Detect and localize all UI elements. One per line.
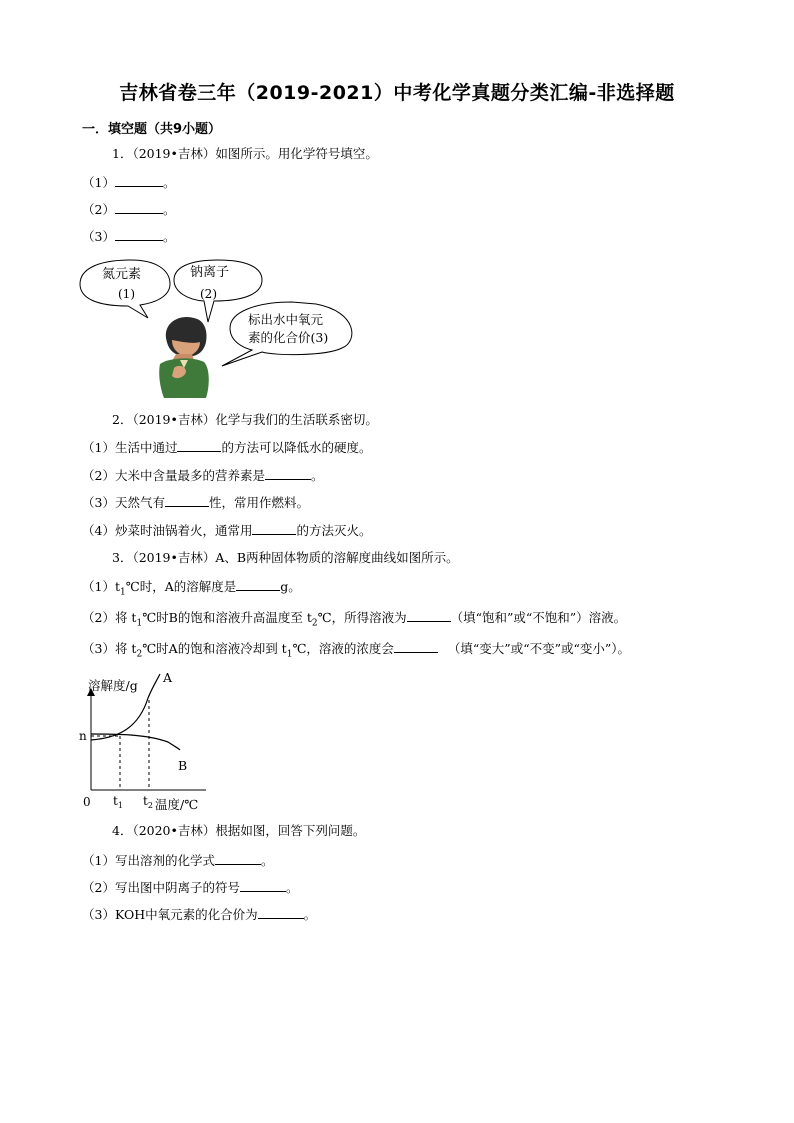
q1-sub1-end: 。 [162,175,176,190]
q4-sub3-suffix: 。 [303,907,317,922]
q1-sub2 [82,201,175,218]
bubble2-text: 钠离子 [190,265,230,280]
bubble1-text: 氮元素 [102,267,142,282]
q2-sub3-prefix: （3）天然气有 [82,495,165,510]
q4-sub1-suffix: 。 [260,853,274,868]
q2-sub3-suffix: 性，常用作燃料。 [208,495,309,510]
q4-sub2-suffix: 。 [285,880,299,895]
q2-sub4-prefix: （4）炒菜时油锅着火，通常用 [82,523,253,538]
q2-blank4[interactable] [252,522,296,535]
q3-sub2-c: ℃，所得溶液为 [317,610,407,625]
q3-sub2-b: ℃时B的饱和溶液升高温度至 t [142,610,312,625]
q1-sub3 [82,228,175,245]
q4-blank3[interactable] [258,906,304,919]
q3-sub2-d: （填“饱和”或“不饱和”）溶液。 [450,610,627,625]
q3-blank3[interactable] [394,640,438,653]
q4-sub3 [82,906,316,923]
q3-sub2 [82,609,626,632]
series-A-label: A [163,670,173,685]
q3-sub1 [82,578,301,601]
q3-sub2-t1: 1 [136,618,143,629]
q1-blank3[interactable] [115,228,163,241]
q2-sub2-suffix: 。 [310,468,324,483]
speech-bubble-oxygen-valence [222,302,352,366]
q4-sub3-prefix: （3）KOH中氧元素的化合价为 [82,907,258,922]
q1-sub2-end: 。 [162,202,176,217]
series-B-label: B [178,758,188,773]
y-tick-n: n [79,729,87,743]
q2-sub1 [82,439,371,456]
q4-sub1 [82,852,273,869]
q3-sub2-t2: 2 [311,618,318,629]
q2-sub3 [82,494,309,511]
q3-sub1-b: ℃时，A的溶解度是 [125,579,237,594]
q2-sub4 [82,522,371,539]
solubility-curve-chart [76,668,216,816]
x-axis-label: 温度/℃ [155,797,199,812]
bubble2-number: (2) [200,287,217,301]
q2-sub1-prefix: （1）生活中通过 [82,440,178,455]
q3-stem: 3．（2019•吉林）A、B两种固体物质的溶解度曲线如图所示。 [112,550,459,565]
origin-label: 0 [83,795,91,809]
x-tick-t2: $t_2$ [143,794,153,810]
q1-sub3-end: 。 [162,229,176,244]
q3-sub3-a: （3）将 t [82,641,137,656]
q3-sub1-t1: 1 [119,587,126,598]
q1-sub1-label: （1） [82,175,115,190]
bubble3-line2: 素的化合价(3) [248,330,329,345]
section-heading: 一．填空题（共9小题） [82,122,222,137]
q2-sub2 [82,467,323,484]
q2-sub4-suffix: 的方法灭火。 [296,523,372,538]
q2-sub2-prefix: （2）大米中含量最多的营养素是 [82,468,265,483]
q4-sub2 [82,879,298,896]
speech-bubble-nitrogen [80,260,170,318]
q3-sub3-b: ℃时A的饱和溶液冷却到 t [142,641,287,656]
bubble3-line1: 标出水中氧元 [248,312,324,327]
q1-stem: 1．（2019•吉林）如图所示。用化学符号填空。 [112,146,378,161]
q2-stem: 2．（2019•吉林）化学与我们的生活联系密切。 [112,412,378,427]
q2-sub1-suffix: 的方法可以降低水的硬度。 [221,440,372,455]
q3-sub3-d: （填“变大”或“不变”或“变小”）。 [447,641,631,656]
q4-sub1-prefix: （1）写出溶剂的化学式 [82,853,215,868]
x-tick-t1: $t_1$ [113,794,123,810]
bubble1-number: (1) [118,287,135,301]
q3-blank1[interactable] [236,578,280,591]
y-axis-label: 溶解度/g [88,678,138,693]
q3-blank2[interactable] [407,609,451,622]
q1-blank2[interactable] [115,201,163,214]
q3-sub3-c: ℃，溶液的浓度会 [292,641,394,656]
page-title: 吉林省卷三年（2019-2021）中考化学真题分类汇编-非选择题 [119,82,675,104]
q1-sub2-label: （2） [82,202,115,217]
q1-illustration [76,256,366,401]
q4-sub2-prefix: （2）写出图中阴离子的符号 [82,880,240,895]
q2-blank3[interactable] [165,494,209,507]
q2-blank2[interactable] [265,467,311,480]
q1-sub1 [82,174,175,191]
q3-sub1-c: g。 [280,579,301,594]
q1-sub3-label: （3） [82,229,115,244]
boy-figure-icon [159,317,209,398]
q3-sub2-a: （2）将 t [82,610,137,625]
q4-stem: 4．（2020•吉林）根据如图，回答下列问题。 [112,823,366,838]
q4-blank2[interactable] [240,879,286,892]
q3-sub1-a: （1）t [82,579,120,594]
q1-blank1[interactable] [115,174,163,187]
q3-sub3-t2: 2 [136,649,143,660]
q3-sub3-t1: 1 [286,649,293,660]
q2-blank1[interactable] [177,439,221,452]
q3-sub3 [82,640,630,663]
q4-blank1[interactable] [215,852,261,865]
